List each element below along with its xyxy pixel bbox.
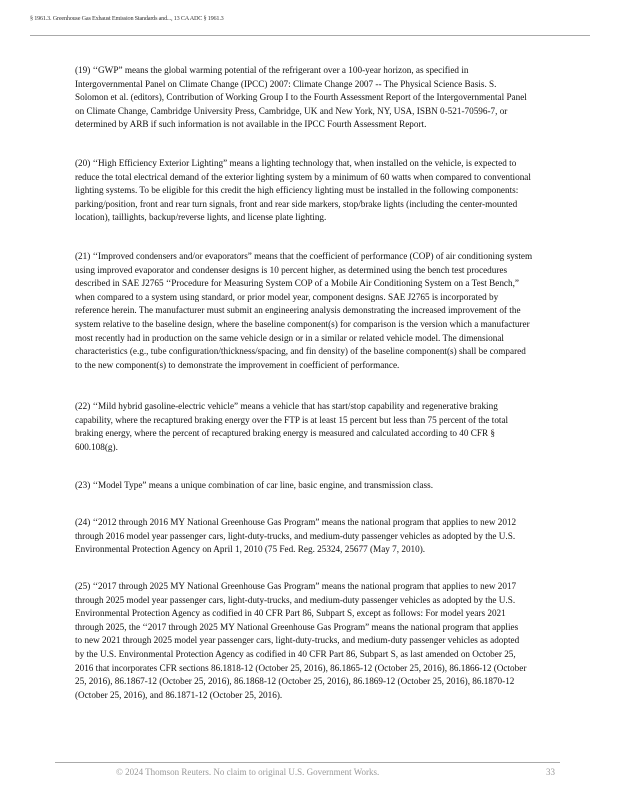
- definition-20: [75, 157, 575, 225]
- text-line: most recently had in production on the same vehicle design or in a similar or related vehicle model. The dimensional: [75, 332, 504, 343]
- text-line: (25) ‘‘2017 through 2025 MY National Greenhouse Gas Program” means the national program that applies to new 2017: [75, 581, 517, 591]
- text-line: Solomon et al. (editors), Contribution of Working Group I to the Fourth Assessment Report of the Intergovernmental Panel: [75, 92, 527, 103]
- text-line: using improved evaporator and condenser designs is 10 percent higher, as determined using the bench test procedures: [75, 264, 508, 275]
- text-line: capability, where the recaptured braking energy over the FTP is at least 15 percent but less than 75 percent of the total: [75, 414, 509, 425]
- text-line: (22) ‘‘Mild hybrid gasoline-electric vehicle” means a vehicle that has start/stop capability and regenerative braking: [75, 401, 498, 411]
- text-line: (20) ‘‘High Efficiency Exterior Lighting” means a lighting technology that, when installed on the vehicle, is expected to: [75, 158, 517, 168]
- text-line: to the new component(s) to demonstrate the improvement in coefficient of performance.: [75, 359, 400, 370]
- text-line: (October 25, 2016), and 86.1871-12 (October 25, 2016).: [75, 689, 283, 700]
- text-line: system relative to the baseline design, where the baseline component(s) for comparison is the version which a manufacturer: [75, 318, 530, 329]
- definition-24: [75, 516, 575, 557]
- text-line: described in SAE J2765 ‘‘Procedure for Measuring System COP of a Mobile Air Conditioning System on a Test Bench,”: [75, 278, 519, 289]
- running-header: § 1961.3. Greenhouse Gas Exhaust Emission Standards and..., 13 CA ADC § 1961.3: [30, 15, 224, 22]
- text-line: 25, 2016), 86.1867-12 (October 25, 2016), 86.1868-12 (October 25, 2016), 86.1869-12 (October 25, 2016), 86.1870-12: [75, 676, 515, 687]
- page-number: 33: [546, 767, 555, 777]
- footer-divider: [55, 762, 560, 763]
- definition-23: [75, 479, 575, 493]
- text-line: reduce the total electrical demand of the exterior lighting system by a minimum of 60 watts when compared to conventional: [75, 171, 531, 182]
- definition-19: [75, 64, 575, 132]
- text-line: (21) ‘‘Improved condensers and/or evaporators” means that the coefficient of performance (COP) of air conditioning system: [75, 251, 533, 261]
- text-line: through 2025, the ‘‘2017 through 2025 MY National Greenhouse Gas Program” means the national program that applies: [75, 621, 519, 632]
- text-line: 600.108(g).: [75, 441, 118, 452]
- text-line: Intergovernmental Panel on Climate Change (IPCC) 2007: Climate Change 2007 -- The Physical Science Basis. S.: [75, 78, 497, 89]
- text-line: (23) ‘‘Model Type” means a unique combination of car line, basic engine, and transmission class.: [75, 480, 433, 490]
- text-line: (24) ‘‘2012 through 2016 MY National Greenhouse Gas Program” means the national program that applies to new 2012: [75, 517, 517, 527]
- text-line: when compared to a system using standard, or prior model year, component designs. SAE J2765 is incorporated by: [75, 291, 499, 302]
- text-line: through 2016 model year passenger cars, light-duty-trucks, and medium-duty passenger vehicles as adopted by the U.S.: [75, 530, 516, 541]
- text-line: lighting systems. To be eligible for this credit the high efficiency lighting must be installed in the following components:: [75, 185, 519, 196]
- text-line: reference herein. The manufacturer must submit an engineering analysis demonstrating the increased improvement of the: [75, 305, 521, 316]
- definition-25: [75, 580, 575, 702]
- text-line: braking energy, where the percent of recaptured braking energy is measured and calculated according to 40 CFR §: [75, 428, 495, 439]
- text-line: on Climate Change, Cambridge University Press, Cambridge, UK and New York, NY, USA, ISBN 0-521-70596-7, or: [75, 105, 508, 116]
- text-line: to new 2021 through 2025 model year passenger cars, light-duty-trucks, and medium-duty passenger vehicles as adopted: [75, 635, 520, 646]
- text-line: location), taillights, backup/reverse lights, and license plate lighting.: [75, 212, 327, 223]
- footer-copyright: © 2024 Thomson Reuters. No claim to original U.S. Government Works.: [116, 767, 380, 777]
- text-line: Environmental Protection Agency as codified in 40 CFR Part 86, Subpart S, except as follows: For model years 2021: [75, 608, 506, 619]
- text-line: 2016 that incorporates CFR sections 86.1818-12 (October 25, 2016), 86.1865-12 (October 25, 2016), 86.1866-12 (October: [75, 662, 527, 673]
- text-line: Environmental Protection Agency on April 1, 2010 (75 Fed. Reg. 25324, 25677 (May 7, 2010).: [75, 544, 426, 555]
- text-line: by the U.S. Environmental Protection Agency as codified in 40 CFR Part 86, Subpart S, as last amended on October 25,: [75, 648, 516, 659]
- definition-21: [75, 250, 575, 372]
- text-line: (19) ‘‘GWP” means the global warming potential of the refrigerant over a 100-year horizon, as specified in: [75, 65, 469, 75]
- text-line: determined by ARB if such information is not available in the IPCC Fourth Assessment Report.: [75, 119, 427, 130]
- text-line: through 2025 model year passenger cars, light-duty-trucks, and medium-duty passenger vehicles as adopted by the U.S.: [75, 594, 516, 605]
- definition-22: [75, 400, 575, 454]
- header-divider: [30, 35, 590, 36]
- text-line: parking/position, front and rear turn signals, front and rear side markers, stop/brake lights (including the center-mounted: [75, 198, 518, 209]
- text-line: characteristics (e.g., tube configuration/thickness/spacing, and fin density) of the baseline component(s) shall be compared: [75, 346, 526, 357]
